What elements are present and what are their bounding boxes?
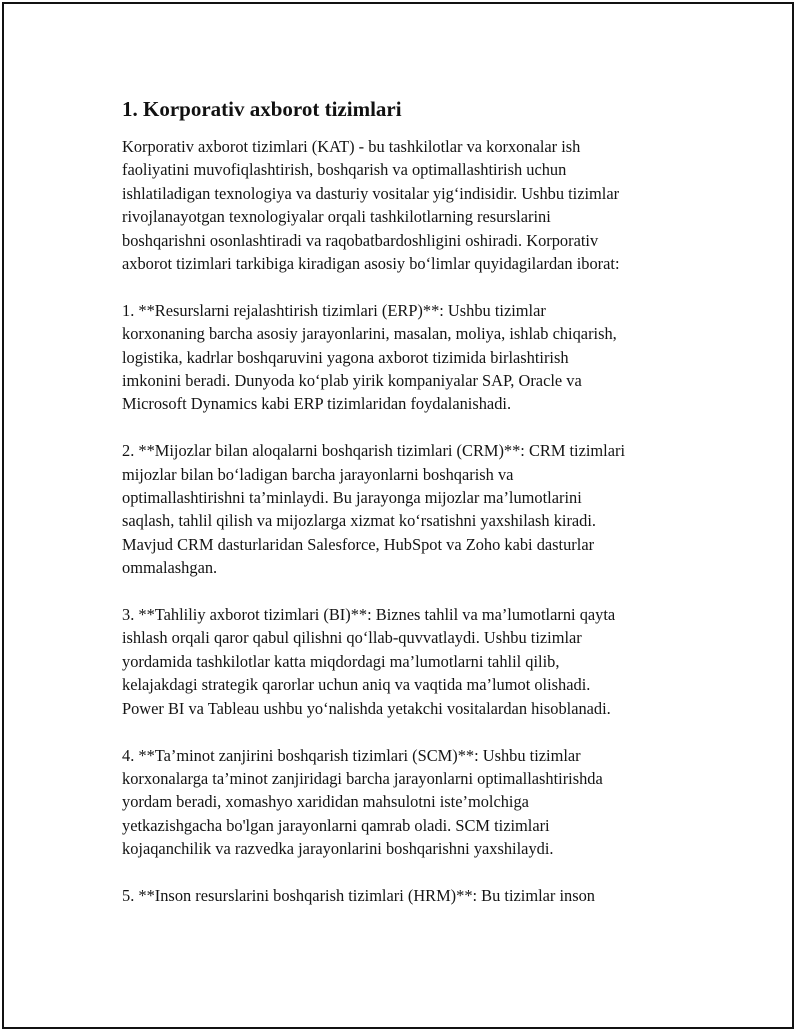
- text-line: yetkazishgacha bo'lgan jarayonlarni qamrab oladi. SCM tizimlari: [122, 815, 550, 835]
- text-line: ishlash orqali qaror qabul qilishni qo‘llab-quvvatlaydi. Ushbu tizimlar: [122, 628, 582, 648]
- text-line: saqlash, tahlil qilish va mijozlarga xizmat ko‘rsatishni yaxshilash kiradi.: [122, 511, 597, 531]
- text-line: logistika, kadrlar boshqaruvini yagona axborot tizimida birlashtirish: [122, 347, 569, 367]
- text-line: korxonalarga ta’minot zanjiridagi barcha jarayonlarni optimallashtirishda: [122, 768, 603, 788]
- text-line: faoliyatini muvofiqlashtirish, boshqarish va optimallashtirish uchun: [122, 160, 567, 180]
- text-line: ishlatiladigan texnologiya va dasturiy vositalar yig‘indisidir. Ushbu tizimlar: [122, 183, 620, 203]
- text-line: 3. **Tahliliy axborot tizimlari (BI)**: Biznes tahlil va ma’lumotlarni qayta: [122, 605, 616, 625]
- paragraph-bi: [122, 603, 697, 720]
- paragraph-hrm: [122, 884, 697, 907]
- document-body: [122, 96, 697, 907]
- text-line: 2. **Mijozlar bilan aloqalarni boshqarish tizimlari (CRM)**: CRM tizimlari: [122, 441, 626, 461]
- page-frame: [2, 2, 794, 1029]
- text-line: Korporativ axborot tizimlari (KAT) - bu tashkilotlar va korxonalar ish: [122, 137, 581, 156]
- text-line: kelajakdagi strategik qarorlar uchun aniq va vaqtida ma’lumot olishadi.: [122, 675, 591, 695]
- text-line: imkonini beradi. Dunyoda ko‘plab yirik kompaniyalar SAP, Oracle va: [122, 371, 582, 391]
- text-line: 4. **Ta’minot zanjirini boshqarish tizimlari (SCM)**: Ushbu tizimlar: [122, 745, 581, 765]
- text-line: yordam beradi, xomashyo xarididan mahsulotni iste’molchiga: [122, 792, 529, 812]
- text-line: 1. **Resurslarni rejalashtirish tizimlari (ERP)**: Ushbu tizimlar: [122, 300, 546, 320]
- text-line: 5. **Inson resurslarini boshqarish tizimlari (HRM)**: Bu tizimlar inson: [122, 885, 595, 905]
- text-line: kojaqanchilik va razvedka jarayonlarini boshqarishni yaxshilaydi.: [122, 839, 554, 859]
- text-line: Mavjud CRM dasturlaridan Salesforce, HubSpot va Zoho kabi dasturlar: [122, 534, 595, 554]
- paragraph-scm: [122, 744, 697, 861]
- text-line: axborot tizimlari tarkibiga kiradigan asosiy bo‘limlar quyidagilardan iborat:: [122, 254, 620, 274]
- paragraph-crm: [122, 439, 697, 579]
- text-line: boshqarishni osonlashtiradi va raqobatbardoshligini oshiradi. Korporativ: [122, 230, 599, 250]
- document-title: 1. Korporativ axborot tizimlari: [122, 97, 402, 121]
- text-line: korxonaning barcha asosiy jarayonlarini, masalan, moliya, ishlab chiqarish,: [122, 324, 617, 344]
- text-line: Microsoft Dynamics kabi ERP tizimlaridan foydalanishadi.: [122, 394, 512, 414]
- text-line: yordamida tashkilotlar katta miqdordagi ma’lumotlarni tahlil qilib,: [122, 651, 560, 671]
- text-line: ommalashgan.: [122, 558, 218, 578]
- text-line: mijozlar bilan bo‘ladigan barcha jarayonlarni boshqarish va: [122, 464, 514, 484]
- text-line: Power BI va Tableau ushbu yo‘nalishda yetakchi vositalardan hisoblanadi.: [122, 698, 611, 718]
- text-line: rivojlanayotgan texnologiyalar orqali tashkilotlarning resurslarini: [122, 207, 551, 227]
- text-line: optimallashtirishni ta’minlaydi. Bu jarayonga mijozlar ma’lumotlarini: [122, 488, 582, 508]
- paragraph-erp: [122, 299, 697, 416]
- paragraph-intro: [122, 135, 697, 275]
